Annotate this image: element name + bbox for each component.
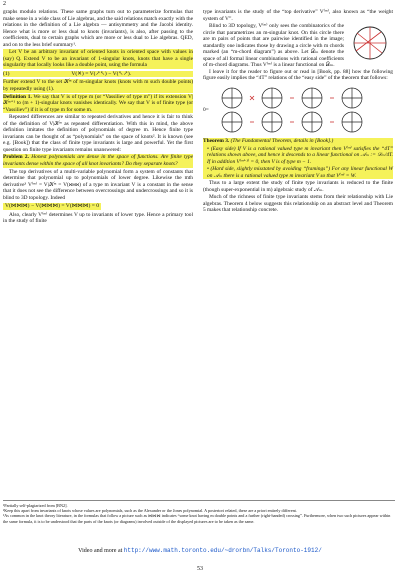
left-paragraph-4: Repeated differences are similar to repeated derivatives and hence it is fair to think of the definition of V|𝒦ᵐ as repeated differentiation. With this in mind, the above definition imitates the definition of polynomials of degree m. Hence finite type invariants can be thought of as “polynomials” on the space of knots². It is known (see e.g. [Book]) that the class of finite type invariants is large and powerful. Yet the first question on finite type invariants remains unanswered: (3, 114, 193, 153)
chord-diagram-block (203, 23, 393, 69)
theorem-easy-side: • (Easy side) If V is a rational valued type m invariant then V⁽ᵐ⁾ satisfies the “4T” relations shown above, and hence it descends to a linear functional on 𝒜ₘ := 𝒟ₘ/4T. If in addition V⁽ᵐ⁺¹⁾ = 0, then V is of type m − 1. (207, 145, 393, 165)
definition-text: We say that V is of type m (or “Vassiliev of type m”) if its extension V|𝒦ᵐ⁺¹ to (m + 1)-singular knots vanishes identically. We say that V is of finite type (or “Vassiliev”) if it is of type m for some m. (3, 93, 193, 113)
footnotes (3, 500, 395, 524)
definition-1 (3, 94, 193, 114)
equation-1-number: (1) (3, 70, 10, 77)
top-page-number: 2 (3, 1, 6, 7)
left-paragraph-3: Further extend V to the set 𝒦ᵐ of m-singular knots (knots with m such double points) by repeatedly using (1). (3, 79, 193, 93)
theorem-heading (203, 138, 393, 145)
bottom-page-number: 53 (197, 566, 203, 572)
video-link[interactable]: http://www.math.toronto.edu/~drorbn/Talks/Toronto-1912/ (123, 547, 322, 554)
video-prefix: Video and more at (78, 548, 124, 554)
right-paragraph-5: Much of the richness of finite type invariants stems from their relationship with Lie algebras. Theorem 4 below suggests this relationship on an abstract level and Theorem 5 makes that relationship concrete. (203, 194, 393, 214)
footnote-3: ³As common in the knot theory literature, in the formulas that follow a picture such as ⋈⋈⋈ indicates “some knot having m double points and a further (right-handed) crossing”. Furthermore, when two such pictures appear within the same formula, it is to be understood that the parts of the knots (or diagrams) involved outside of the displayed pictures are to be taken as the same. (3, 513, 391, 524)
theorem-3 (203, 138, 393, 179)
equation-1-body: V(✕) = V(↗↖) − V(↖↗). (71, 70, 132, 77)
video-line (0, 547, 400, 554)
right-paragraph-3: I leave it for the reader to figure out or read in [Book, pp. 88] how the following figure easily implies the “4T” relations of the “easy side” of the theorem that follows: (203, 68, 393, 82)
four-t-diagram (212, 84, 382, 136)
left-paragraph-6: Also, clearly V⁽ᵐ⁾ determines V up to invariants of lower type. Hence a primary tool in the study of finite (3, 211, 193, 225)
four-t-lhs: 0= (203, 106, 209, 113)
footnote-2: ²Keep this apart from invariants of knots whose values are polynomials, such as the Alexander or the Jones polynomial. A posteriori related, these are a priori entirely different. (3, 508, 297, 514)
chord-diagram-figure (347, 23, 393, 63)
equation-2-body: V(⋈⋈⋈) − V(⋈⋈⋈) = V(⋈⋈⋈) = 0 (5, 203, 100, 210)
left-paragraph-2: Let V be an arbitrary invariant of oriented knots in oriented space with values in (say) Q. Extend V to be an invariant of 1-singular knots, knots that have a single singularity that locally looks like a double point, using the formula (3, 49, 193, 69)
theorem-label: Theorem 3. (203, 138, 230, 145)
problem-label: Problem 2. (3, 154, 29, 161)
right-paragraph-4: Thus to a large extent the study of finite type invariants is reduced to the finite (though super-exponential in m) algebraic study of 𝒜ₘ. (203, 180, 393, 193)
right-column (203, 9, 393, 215)
problem-2 (3, 154, 193, 167)
right-paragraph-1: type invariants is the study of the “top derivative” V⁽ᵐ⁾, also known as “the weight system of V”. (203, 9, 393, 22)
theorem-hard-side: • (Hard side, slightly misstated by avoiding “framings”) For any linear functional W on 𝒜ₘ there is a rational valued type m invariant V so that V⁽ᵐ⁾ = W. (207, 166, 393, 179)
left-paragraph-1: graphs modulo relations. These same graphs turn out to parameterize formulas that make sense in a wide class of Lie algebras, and the said relations match exactly with the relations in the definition of a Lie algebra — antisymmetry and the Jacobi identity. Hence what is more or less dual to knots (invariants), is also, after passing to the coefficients, dual to certain graphs which are more or less dual to Lie algebras. QED, and on to the less brief summary¹. (3, 9, 193, 48)
equation-1 (3, 71, 193, 78)
left-paragraph-5: The top derivatives of a multi-variable polynomial form a system of constants that determine that polynomial up to polynomials of lower degree. Likewise the mth derivative³ V⁽ᵐ⁾ = V|𝒦ᵐ = V(⋈⋈⋈) of a type m invariant V is a constant in the sense that it does not see the difference between overcrossings and undercrossings and so it is blind to 3D topology. Indeed (3, 168, 193, 201)
problem-text: Honest polynomials are dense in the space of functions. Are finite type invariants dense within the space of all knot invariants? Do they separate knots? (3, 154, 194, 168)
theorem-title: (The Fundamental Theorem, details in [Book].) (230, 138, 334, 145)
definition-label: Definition 1. (3, 93, 32, 100)
footnote-1: ¹Partially self-plagiarized from [BN2]. (3, 503, 68, 508)
equation-2 (3, 203, 193, 210)
four-t-figure (203, 84, 393, 136)
right-paragraph-2: Blind to 3D topology, V⁽ᵐ⁾ only sees the combinatorics of the circle that parametrizes an m-singular knot. On this circle there are m pairs of points that are pairwise identified in the image; standardly one indicates those by drawing a circle with m chords marked (an “m-chord diagram”) as above. Let 𝒟ₘ denote the space of all formal linear combinations with rational coefficients of m-chord diagrams. Thus V⁽ᵐ⁾ is a linear functional on 𝒟ₘ. (203, 23, 344, 69)
left-column (3, 9, 193, 226)
